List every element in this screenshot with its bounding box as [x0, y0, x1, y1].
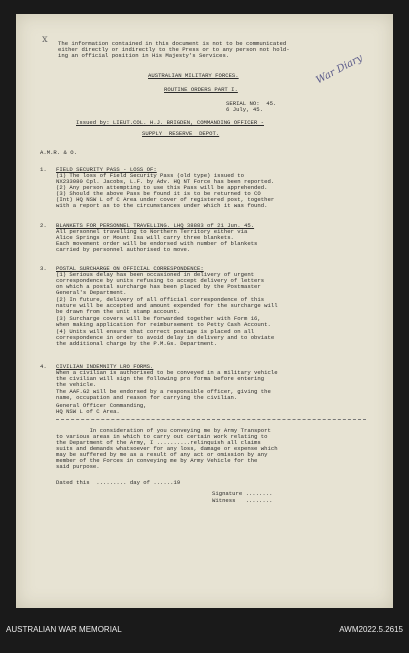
item-1-line: (2) Any person attempting to use this Pass will be apprehended.	[56, 184, 268, 191]
corner-pencil-mark: x	[42, 34, 48, 45]
item-4-line: HQ NSW L of C Area.	[56, 408, 120, 415]
issuing-unit: SUPPLY RESERVE DEPOT.	[142, 130, 220, 137]
item-3-line: the additional charge by the P.M.Gs. Department.	[56, 340, 218, 347]
indemnity-line: the Department of the Army, I ..........relinquish all claims	[56, 439, 261, 446]
orders-title: ROUTINE ORDERS PART I.	[164, 86, 238, 93]
item-3-line: (1) Serious delay has been occasioned in delivery of urgent	[56, 271, 255, 278]
indemnity-line: In consideration of you conveying me by Army Transport	[56, 427, 271, 434]
item-1-line: (3) Should the above Pass be found it is to be returned to CO	[56, 190, 261, 197]
dated-line: Dated this ......... day of ......19	[56, 479, 181, 486]
footer-catalogue-id: AWM2022.5.2615	[339, 625, 403, 634]
item-4-number: 4.	[40, 363, 47, 370]
org-heading: AUSTRALIAN MILITARY FORCES.	[148, 72, 239, 79]
document-page	[16, 14, 393, 608]
item-4-line: the vehicle.	[56, 381, 97, 388]
item-3-line: correspondence by units refusing to accept delivery of letters	[56, 277, 265, 284]
item-3-line: when making application for reimbursement to Petty Cash Account.	[56, 321, 271, 328]
item-2-line: All personnel travelling to Northern Territory either via	[56, 228, 248, 235]
indemnity-line: may be suffered by me as a result of any act or omission by any	[56, 451, 268, 458]
witness-line: Witness ........	[212, 497, 273, 504]
item-1-heading: FIELD SECURITY PASS - LOSS OF:	[56, 166, 157, 173]
item-3-line: (3) Surcharge covers will be forwarded together with Form 16,	[56, 315, 261, 322]
indemnity-line: member of the Forces in conveying me by Army Vehicle for the	[56, 457, 258, 464]
issued-by: Issued by: LIEUT.COL. H.J. BRIGDEN, COMMANDING OFFICER -	[76, 119, 264, 126]
item-3-number: 3.	[40, 265, 47, 272]
item-4-line: the civilian will sign the following pro forma before entering	[56, 375, 265, 382]
item-2-number: 2.	[40, 222, 47, 229]
item-4-line: The AAF.G2 will be endorsed by a responsible officer, giving the	[56, 388, 271, 395]
item-2-heading: BLANKETS FOR PERSONNEL TRAVELLING. LHQ 38883 of 21 Jun. 45.	[56, 222, 255, 229]
cut-line-divider	[56, 419, 366, 420]
footer-institution: AUSTRALIAN WAR MEMORIAL	[6, 625, 122, 634]
signature-line: Signature ........	[212, 490, 273, 497]
item-1-line: NX233080 Cpl. Jacobs, L.F. by Adv. HQ NT Force has been reported.	[56, 178, 275, 185]
item-4-heading: CIVILIAN INDEMNITY LRO FORMS.	[56, 363, 154, 370]
item-3-line: General's Department.	[56, 289, 127, 296]
confidentiality-notice-line-2: either directly or indirectly to the Press or to any person not hold-	[58, 46, 290, 53]
item-1-line: (Int) HQ NSW L of C Area under cover of registered post, together	[56, 196, 275, 203]
indemnity-line: said purpose.	[56, 463, 100, 470]
indemnity-line: suits and demands whatsoever for any loss, damage or expense which	[56, 445, 278, 452]
item-4-line: General Officer Commanding,	[56, 402, 147, 409]
item-2-line: Each movement order will be endorsed with number of blankets	[56, 240, 258, 247]
item-1-line: (1) The loss of Field Security Pass (old type) issued to	[56, 172, 244, 179]
item-3-heading: POSTAL SURCHARGE ON OFFICIAL CORRESPONDENCE:	[56, 265, 204, 272]
item-1-line: with a report as to the circumstances under which it was found.	[56, 202, 268, 209]
serial-number: SERIAL NO: 45.	[226, 100, 277, 107]
item-4-line: name, occupation and reason for carrying the civilian.	[56, 394, 238, 401]
confidentiality-notice-line-3: ing an official position in His Majesty's Services.	[58, 52, 230, 59]
item-2-line: Alice Springs or Mount Isa will carry three blankets.	[56, 234, 234, 241]
item-3-line: on which a postal surcharge has been placed by the Postmaster	[56, 283, 261, 290]
order-date: 6 July, 45.	[226, 106, 263, 113]
reference-abbrev: A.M.R. & O.	[40, 149, 77, 156]
item-3-line: (2) In future, delivery of all official correspondence of this	[56, 296, 265, 303]
archive-footer	[0, 609, 409, 653]
item-1-number: 1.	[40, 166, 47, 173]
item-4-line: When a civilian is authorised to be conveyed in a military vehicle	[56, 369, 278, 376]
handwritten-war-diary-note: War Diary	[314, 52, 365, 87]
item-2-line: carried by personnel authorised to move.	[56, 246, 191, 253]
item-3-line: correspondence in order to avoid delay in delivery and to obviate	[56, 334, 275, 341]
indemnity-line: to various areas in which to carry out certain work relating to	[56, 433, 268, 440]
item-3-line: be drawn from the unit stamp account.	[56, 308, 181, 315]
item-3-line: nature will be accepted and amount expended for the surcharge will	[56, 302, 278, 309]
item-3-line: (4) Units will ensure that correct postage is placed on all	[56, 328, 255, 335]
confidentiality-notice-line-1: The information contained in this document is not to be communicated	[58, 40, 287, 47]
